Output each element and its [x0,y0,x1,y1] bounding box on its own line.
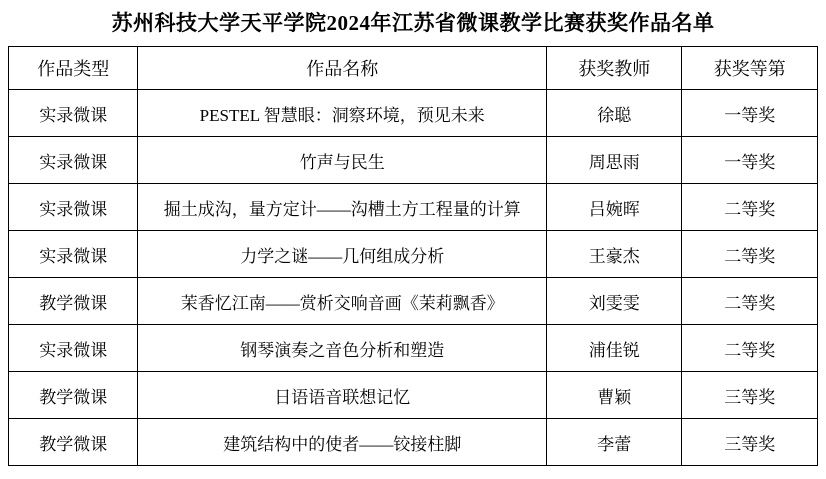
column-header-name: 作品名称 [138,47,547,90]
cell-name: 钢琴演奏之音色分析和塑造 [138,325,547,372]
cell-name: PESTEL 智慧眼：洞察环境，预见未来 [138,90,547,137]
table-row [9,419,818,466]
cell-type: 实录微课 [9,137,138,184]
cell-level: 三等奖 [682,419,818,466]
cell-teacher: 李蕾 [546,419,682,466]
cell-level: 一等奖 [682,90,818,137]
cell-type: 教学微课 [9,278,138,325]
cell-name: 建筑结构中的使者——铰接柱脚 [138,419,547,466]
cell-type: 实录微课 [9,184,138,231]
cell-type: 实录微课 [9,90,138,137]
page-title: 苏州科技大学天平学院2024年江苏省微课教学比赛获奖作品名单 [111,11,715,35]
cell-name: 力学之谜——几何组成分析 [138,231,547,278]
table-row [9,137,818,184]
cell-level: 一等奖 [682,137,818,184]
cell-type: 教学微课 [9,372,138,419]
table-body [9,90,818,466]
column-header-level: 获奖等第 [682,47,818,90]
cell-teacher: 周思雨 [546,137,682,184]
table-row [9,231,818,278]
cell-type: 实录微课 [9,325,138,372]
cell-type: 实录微课 [9,231,138,278]
cell-level: 三等奖 [682,372,818,419]
column-header-teacher: 获奖教师 [546,47,682,90]
cell-name: 茉香忆江南——赏析交响音画《茉莉飘香》 [138,278,547,325]
cell-level: 二等奖 [682,278,818,325]
cell-level: 二等奖 [682,325,818,372]
cell-teacher: 吕婉晖 [546,184,682,231]
cell-teacher: 徐聪 [546,90,682,137]
table-row [9,325,818,372]
cell-level: 二等奖 [682,184,818,231]
award-list-table [8,46,818,466]
cell-teacher: 刘雯雯 [546,278,682,325]
cell-name: 掘土成沟，量方定计——沟槽土方工程量的计算 [138,184,547,231]
table-row [9,372,818,419]
table-row [9,278,818,325]
cell-type: 教学微课 [9,419,138,466]
cell-teacher: 王豪杰 [546,231,682,278]
cell-teacher: 曹颖 [546,372,682,419]
cell-teacher: 浦佳锐 [546,325,682,372]
table-header-row [9,47,818,90]
cell-name: 日语语音联想记忆 [138,372,547,419]
table-header [9,47,818,90]
cell-level: 二等奖 [682,231,818,278]
cell-name: 竹声与民生 [138,137,547,184]
table-row [9,184,818,231]
column-header-type: 作品类型 [9,47,138,90]
table-row [9,90,818,137]
